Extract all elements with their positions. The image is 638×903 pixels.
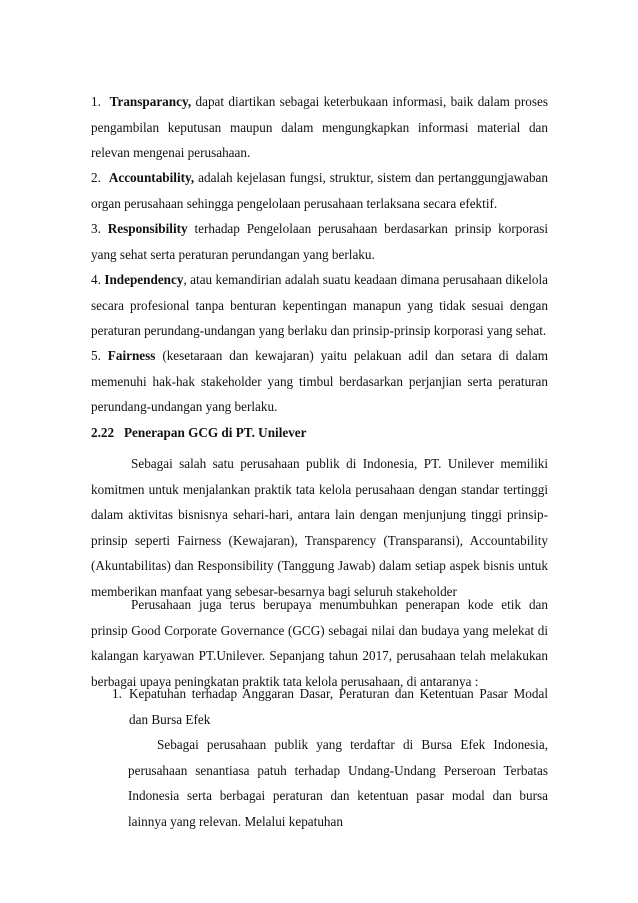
paragraph-unilever-commitment: Sebagai salah satu perusahaan publik di Indonesia, PT. Unilever memiliki komitmen untuk menjalankan praktik tata kelola perusahaan dengan standar tertinggi dalam aktivitas bisnisnya sehari-hari, antara lain dengan menjunjung tinggi prinsip-prinsip seperti Fairness (Kewajaran), Transparency (Transparansi), Accountability (Akuntabilitas) dan Responsibility (Tanggung Jawab) dalam setiap aspek bisnis untuk memberikan manfaat yang sebesar-besarnya bagi seluruh stakeholder (91, 456, 548, 599)
principle-term: Accountability, (108, 170, 195, 185)
list-item-body: Sebagai perusahaan publik yang terdaftar di Bursa Efek Indonesia, perusahaan senantiasa patuh terhadap Undang-Undang Perseroan Terbatas Indonesia serta berbagai peraturan dan ketentuan pasar modal dan bursa lainnya yang relevan. Melalui kepatuhan (128, 737, 548, 829)
principle-term: Responsibility (107, 221, 188, 236)
principle-transparancy: 1. Transparancy, dapat diartikan sebagai keterbukaan informasi, baik dalam proses pengambilan keputusan maupun dalam mengungkapkan informasi material dan relevan mengenai perusahaan. (91, 94, 549, 160)
principle-accountability: 2. Accountability, adalah kejelasan fungsi, struktur, sistem dan pertanggungjawaban organ perusahaan sehingga pengelolaan perusahaan terlaksana secara efektif. (91, 170, 548, 211)
principle-term: Fairness (107, 348, 156, 363)
principle-responsibility: 3. Responsibility terhadap Pengelolaan perusahaan berdasarkan prinsip korporasi yang sehat serta peraturan perundangan yang berlaku. (91, 221, 548, 262)
list-item (112, 681, 548, 732)
list-number: 1. (112, 686, 122, 701)
principle-independency: 4. Independency, atau kemandirian adalah suatu keadaan dimana perusahaan dikelola secara profesional tanpa benturan kepentingan manapun yang tidak sesuai dengan peraturan perundang-undangan yang berlaku dan prinsip-prinsip korporasi yang sehat. (91, 272, 548, 338)
principle-fairness: 5. Fairness (kesetaraan dan kewajaran) yaitu pelakuan adil dan setara di dalam memenuhi hak-hak stakeholder yang timbul berdasarkan perjanjian serta peraturan perundang-undangan yang berlaku. (91, 348, 549, 414)
principle-term: Transparancy, (109, 94, 192, 109)
paragraph-unilever-efforts: Perusahaan juga terus berupaya menumbuhkan penerapan kode etik dan prinsip Good Corporate Governance (GCG) sebagai nilai dan budaya yang melekat di kalangan karyawan PT.Unilever. Sepanjang tahun 2017, perusahaan telah melakukan berbagai upaya peningkatan praktik tata kelola perusahaan, di antaranya : (91, 597, 548, 689)
principle-term: Independency (104, 272, 184, 287)
section-heading: 2.22 Penerapan GCG di PT. Unilever (91, 425, 307, 440)
list-item-title: Kepatuhan terhadap Anggaran Dasar, Peraturan dan Ketentuan Pasar Modal dan Bursa Efek (129, 686, 548, 727)
